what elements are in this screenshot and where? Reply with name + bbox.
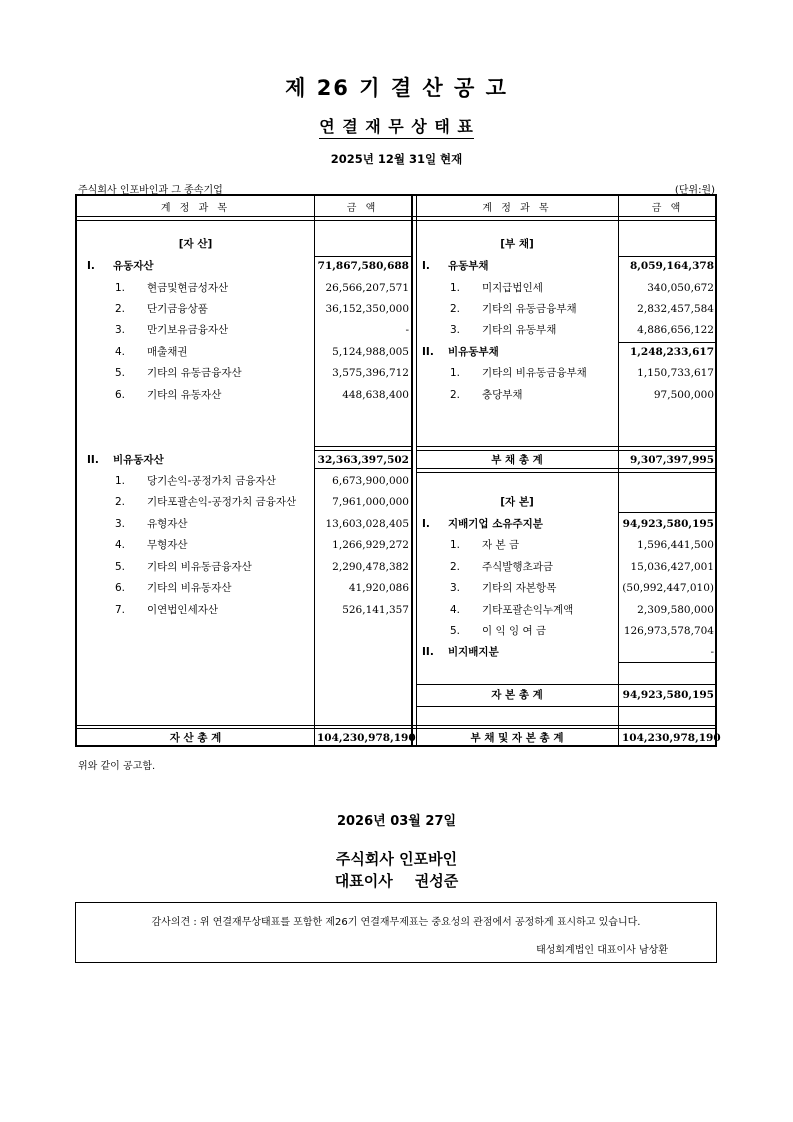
asset-item <box>87 300 340 318</box>
liability-item <box>422 279 650 297</box>
total-assets-label: 자 산 총 계 <box>169 732 222 744</box>
item-label: 비유동자산 <box>113 454 164 466</box>
page-title: 제 26 기 결 산 공 고 <box>285 76 508 100</box>
equity-amount: 2,309,580,000 <box>637 604 714 616</box>
current-liabilities-amount: 8,059,164,378 <box>629 260 714 272</box>
item-num: I. <box>422 518 430 530</box>
item-label: 기타의 유동금융부채 <box>482 303 577 315</box>
noncurrent-assets-label <box>87 451 312 469</box>
header-rule-2 <box>77 220 715 221</box>
total-liabilities-label: 부 채 총 계 <box>491 454 543 466</box>
item-label: 유동자산 <box>113 260 154 272</box>
announcement-date: 2026년 03월 27일 <box>336 814 457 829</box>
asset-amount: 41,920,086 <box>348 582 409 594</box>
rule <box>416 446 715 447</box>
item-num: 2. <box>115 496 126 508</box>
item-label: 자 본 금 <box>482 539 520 551</box>
item-label: 지배기업 소유주지분 <box>448 518 543 530</box>
liability-amount: 97,500,000 <box>653 389 714 401</box>
item-num: 5. <box>450 625 461 637</box>
item-num: 2. <box>450 303 461 315</box>
item-label: 주식발행초과금 <box>482 561 554 573</box>
item-label: 매출채권 <box>147 346 188 358</box>
item-label: 이 익 잉 여 금 <box>482 625 547 637</box>
item-label: 기타포괄손익누계액 <box>482 604 574 616</box>
ceo-line <box>0 870 793 891</box>
item-num: 3. <box>115 324 126 336</box>
ceo-title: 대표이사 <box>334 872 393 890</box>
item-label: 유형자산 <box>147 518 188 530</box>
asset-item <box>87 579 340 597</box>
item-num: 6. <box>115 582 126 594</box>
item-num: 6. <box>115 389 126 401</box>
asset-item <box>87 515 340 533</box>
item-label: 유동부채 <box>448 260 489 272</box>
item-num: 1. <box>450 539 461 551</box>
header-amount-right: 금 액 <box>651 203 684 214</box>
item-num: I. <box>87 260 95 272</box>
item-label: 기타의 유동금융자산 <box>147 367 242 379</box>
liability-amount: 1,150,733,617 <box>637 367 714 379</box>
item-label: 기타의 비유동금융부채 <box>482 367 587 379</box>
item-label: 기타의 유동자산 <box>147 389 222 401</box>
equity-amount: 126,973,578,704 <box>623 625 714 637</box>
item-num: I. <box>422 260 430 272</box>
item-label: 단기금융상품 <box>147 303 208 315</box>
liability-amount: 340,050,672 <box>647 282 714 294</box>
item-num: II. <box>422 646 434 658</box>
noncurrent-liabilities-amount: 1,248,233,617 <box>629 346 714 358</box>
header-amount-left: 금 액 <box>346 203 379 214</box>
auditor-signature: 태성회계법인 대표이사 남상환 <box>536 945 668 956</box>
asset-amount: 526,141,357 <box>342 604 409 616</box>
item-label: 만기보유금융자산 <box>147 324 229 336</box>
total-assets-amount: 104,230,978,190 <box>317 732 416 744</box>
asset-item <box>87 343 340 361</box>
liability-item <box>422 364 650 382</box>
audit-opinion: 감사의견 : 위 연결재무상태표를 포함한 제26기 연결재무제표는 중요성의 관점에서 공정하게 표시하고 있습니다. <box>151 917 641 928</box>
total-liab-equity-amount: 104,230,978,190 <box>622 732 721 744</box>
asset-amount: 1,266,929,272 <box>332 539 409 551</box>
item-num: 2. <box>115 303 126 315</box>
center-divider-2 <box>416 196 417 745</box>
equity-item <box>422 601 650 619</box>
equity-item <box>422 536 650 554</box>
item-num: 1. <box>450 282 461 294</box>
item-num: II. <box>87 454 99 466</box>
item-label: 기타포괄손익-공정가치 금융자산 <box>147 496 297 508</box>
rule <box>618 512 715 513</box>
current-liabilities-label <box>422 257 622 275</box>
item-label: 기타의 유동부채 <box>482 324 557 336</box>
item-num: 7. <box>115 604 126 616</box>
asset-item <box>87 386 340 404</box>
total-equity-amount: 94,923,580,195 <box>622 689 714 701</box>
header-account-right: 계 정 과 목 <box>482 203 552 214</box>
header-rule <box>77 216 715 217</box>
current-assets-label <box>87 257 312 275</box>
equity-item <box>422 558 650 576</box>
center-divider <box>411 196 413 745</box>
item-label: 이연법인세자산 <box>147 604 219 616</box>
item-num: 2. <box>450 561 461 573</box>
item-num: 4. <box>450 604 461 616</box>
equity-item <box>422 622 650 640</box>
item-label: 미지급법인세 <box>482 282 543 294</box>
equity-amount: (50,992,447,010) <box>622 582 714 594</box>
nci-amount: - <box>710 646 714 658</box>
asset-amount: 26,566,207,571 <box>325 282 409 294</box>
item-num: 1. <box>450 367 461 379</box>
liability-item <box>422 300 650 318</box>
item-label: 기타의 비유동자산 <box>147 582 232 594</box>
rule <box>416 472 715 473</box>
equity-item <box>422 579 650 597</box>
item-num: 5. <box>115 367 126 379</box>
item-num: 3. <box>450 324 461 336</box>
header-account-left: 계 정 과 목 <box>160 203 231 214</box>
item-num: 4. <box>115 539 126 551</box>
current-assets-amount: 71,867,580,688 <box>317 260 409 272</box>
item-label: 무형자산 <box>147 539 188 551</box>
rule <box>314 446 411 447</box>
total-equity-label: 자 본 총 계 <box>491 689 543 701</box>
asset-amount: - <box>405 324 409 336</box>
parent-equity-amount: 94,923,580,195 <box>622 518 714 530</box>
balance-sheet-table <box>75 194 721 747</box>
asset-item <box>87 493 340 511</box>
company-name: 주식회사 인포바인 <box>335 850 458 868</box>
nci-label <box>422 643 622 661</box>
asset-item <box>87 601 340 619</box>
item-label: 기타의 자본항목 <box>482 582 557 594</box>
liability-item <box>422 321 650 339</box>
currency-unit: (단위:원) <box>674 185 715 196</box>
statement-title <box>0 114 793 137</box>
equity-amount: 15,036,427,001 <box>630 561 714 573</box>
audit-opinion-box <box>75 902 717 963</box>
item-label: 비지배지분 <box>448 646 499 658</box>
asset-item <box>87 472 340 490</box>
liability-item <box>422 386 650 404</box>
asset-amount: 2,290,478,382 <box>332 561 409 573</box>
statement-title-text: 연 결 재 무 상 태 표 <box>319 117 474 139</box>
item-label: 기타의 비유동금융자산 <box>147 561 252 573</box>
liability-amount: 2,832,457,584 <box>637 303 714 315</box>
assets-section-heading: [자 산] <box>178 238 213 250</box>
rule <box>416 684 715 685</box>
item-num: 4. <box>115 346 126 358</box>
asset-item <box>87 279 340 297</box>
rule <box>618 662 715 663</box>
asset-item <box>87 364 340 382</box>
equity-amount: 1,596,441,500 <box>637 539 714 551</box>
ceo-name: 권성준 <box>414 872 459 890</box>
parent-equity-label <box>422 515 622 533</box>
liabilities-section-heading: [부 채] <box>500 238 534 250</box>
asset-amount: 36,152,350,000 <box>325 303 409 315</box>
asset-amount: 6,673,900,000 <box>332 475 409 487</box>
equity-section-heading: [자 본] <box>500 496 534 508</box>
noncurrent-assets-amount: 32,363,397,502 <box>317 454 409 466</box>
asset-amount: 13,603,028,405 <box>325 518 409 530</box>
asset-item <box>87 321 340 339</box>
item-label: 비유동부채 <box>448 346 499 358</box>
item-label: 충당부채 <box>482 389 523 401</box>
item-num: 2. <box>450 389 461 401</box>
asset-item <box>87 536 340 554</box>
rule <box>416 706 715 707</box>
noncurrent-liabilities-label <box>422 343 622 361</box>
as-of-date: 2025년 12월 31일 현재 <box>330 152 463 166</box>
total-liabilities-amount: 9,307,397,995 <box>629 454 714 466</box>
item-num: 3. <box>450 582 461 594</box>
item-num: 1. <box>115 475 126 487</box>
asset-amount: 448,638,400 <box>342 389 409 401</box>
notice-text: 위와 같이 공고함. <box>78 761 156 772</box>
item-num: 5. <box>115 561 126 573</box>
liability-amount: 4,886,656,122 <box>637 324 714 336</box>
asset-item <box>87 558 340 576</box>
company-scope: 주식회사 인포바인과 그 종속기업 <box>78 185 223 196</box>
item-label: 현금및현금성자산 <box>147 282 229 294</box>
item-num: 1. <box>115 282 126 294</box>
asset-amount: 5,124,988,005 <box>332 346 409 358</box>
total-liab-equity-label: 부 채 및 자 본 총 계 <box>470 732 564 744</box>
asset-amount: 7,961,000,000 <box>332 496 409 508</box>
item-label: 당기손익-공정가치 금융자산 <box>147 475 276 487</box>
item-num: 3. <box>115 518 126 530</box>
total-rule <box>77 725 715 726</box>
item-num: II. <box>422 346 434 358</box>
asset-amount: 3,575,396,712 <box>332 367 409 379</box>
